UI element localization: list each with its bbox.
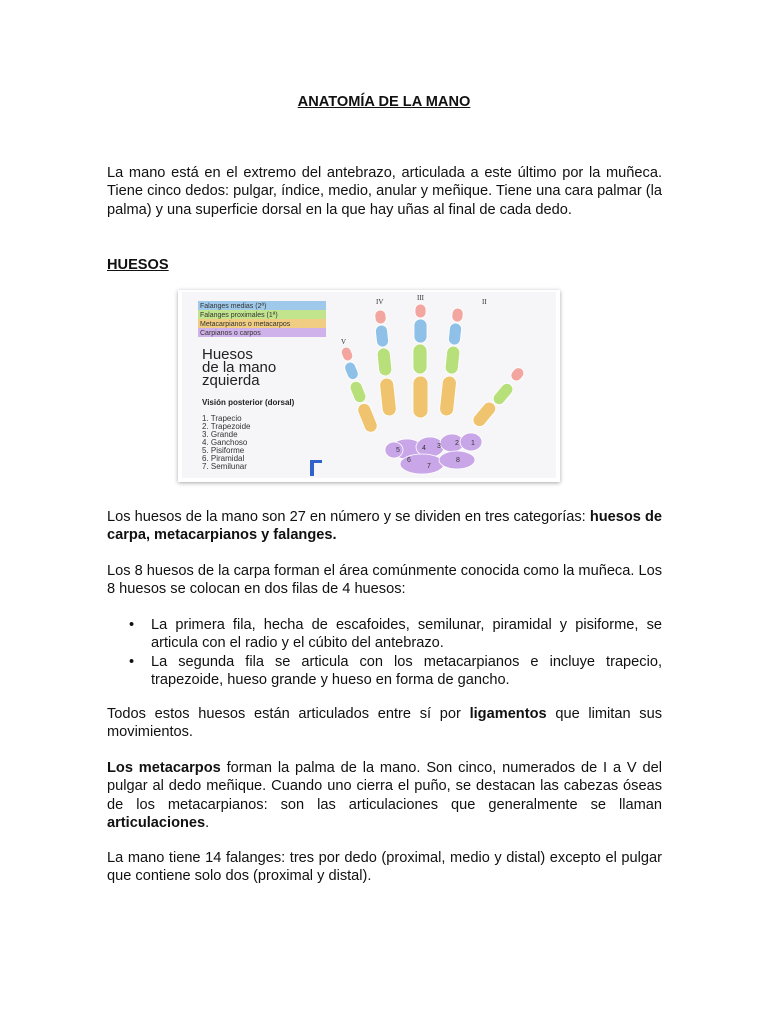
figure-cropped-blue-mark: [310, 460, 322, 463]
carpal-number: 2: [455, 440, 459, 447]
paragraph-phalanges: La mano tiene 14 falanges: tres por dedo (proximal, medio y distal) excepto el pulgar que contiene solo dos (proximal y distal).: [107, 850, 662, 885]
hand-bones-illustration: [182, 292, 556, 478]
figure-subheading: Visión posterior (dorsal): [202, 398, 295, 407]
legend-label: Falanges medias (2ª): [200, 303, 267, 310]
bone-list-item: 3. Grande: [202, 430, 238, 439]
bone-list-item: 7. Semilunar: [202, 462, 247, 471]
figure-heading-line: Huesos: [202, 346, 253, 363]
intro-paragraph: La mano está en el extremo del antebrazo, articulada a este último por la muñeca. Tiene cinco dedos: pulgar, índice, medio, anular y meñique. Tiene una cara palmar (la palma) y una superficie dorsal en la que hay uñas al final de cada dedo.: [107, 165, 662, 218]
bone-list-item: 6. Piramidal: [202, 454, 245, 463]
bone-list-item: 2. Trapezoide: [202, 422, 251, 431]
list-item-text: La segunda fila se articula con los metacarpianos e incluye trapecio, trapezoide, hueso grande y hueso en forma de gancho.: [151, 653, 662, 688]
carpal-number: 3: [437, 443, 441, 450]
bone-list-item: 4. Ganchoso: [202, 438, 248, 447]
finger-label: III: [417, 294, 424, 302]
list-item-text: La primera fila, hecha de escafoides, semilunar, piramidal y pisiforme, se articula con el radio y el cúbito del antebrazo.: [151, 617, 662, 652]
carpal-number: 4: [422, 445, 426, 452]
paragraph-text: .: [205, 814, 210, 831]
legend-label: Falanges proximales (1ª): [200, 312, 278, 319]
carpal-number: 8: [456, 457, 460, 464]
paragraph-text: forman la palma de la mano. Son cinco, numerados de I a V del pulgar al dedo meñique. Cuando uno cierra el puño, se destacan las cabezas óseas de los metacarpianos: son las articulaciones que generalmente se llaman: [107, 760, 662, 813]
hand-bones-figure: [178, 290, 560, 482]
finger-little: [340, 346, 379, 435]
paragraph-bold: ligamentos: [469, 706, 547, 722]
paragraph-bold: Los metacarpos: [107, 760, 221, 776]
paragraph-bold: articulaciones: [107, 814, 206, 831]
bone-list: [202, 414, 251, 471]
legend-label: Metacarpianos o metacarpos: [200, 321, 291, 328]
carpal-number: 6: [407, 457, 411, 464]
bullet-marker: •: [129, 653, 135, 670]
carpal-number: 5: [396, 447, 400, 454]
list-item: [127, 653, 662, 690]
paragraph-bone-count: [107, 508, 662, 545]
figure-heading-line: de la mano: [202, 359, 277, 376]
finger-ring: [374, 309, 397, 416]
paragraph-text: Todos estos huesos están articulados entre sí por: [107, 706, 470, 722]
finger-label: IV: [376, 298, 384, 306]
figure-legend: [198, 301, 326, 337]
carpal-number: 7: [427, 463, 431, 470]
paragraph-metacarpals: [107, 759, 662, 832]
finger-label: V: [341, 338, 347, 346]
carpal-number: 1: [471, 440, 475, 447]
bone-list-item: 1. Trapecio: [202, 414, 242, 423]
finger-middle: [413, 304, 428, 418]
figure-heading-line: zquierda: [202, 372, 260, 389]
paragraph-text: que limitan sus movimientos.: [107, 706, 662, 741]
paragraph-bold: huesos de carpa, metacarpianos y falanges.: [107, 509, 662, 544]
finger-label: II: [482, 298, 487, 306]
paragraph-ligaments: [107, 705, 662, 742]
page-title: ANATOMÍA DE LA MANO: [297, 94, 471, 110]
finger-thumb: [470, 365, 526, 429]
figure-heading: [202, 346, 295, 407]
bone-list-item: 5. Pisiforme: [202, 446, 245, 455]
paragraph-text: Los huesos de la mano son 27 en número y se dividen en tres categorías:: [107, 509, 590, 525]
figure-canvas: [182, 292, 556, 478]
hand-skeleton: [340, 304, 526, 474]
paragraph-carpal: Los 8 huesos de la carpa forman el área comúnmente conocida como la muñeca. Los 8 huesos se colocan en dos filas de 4 huesos:: [107, 563, 662, 598]
section-heading-huesos: HUESOS: [107, 257, 169, 273]
bullet-list: [127, 616, 662, 689]
finger-index: [439, 308, 464, 417]
legend-label: Carpianos o carpos: [200, 330, 261, 337]
bullet-marker: •: [129, 617, 135, 633]
list-item: [127, 616, 662, 653]
